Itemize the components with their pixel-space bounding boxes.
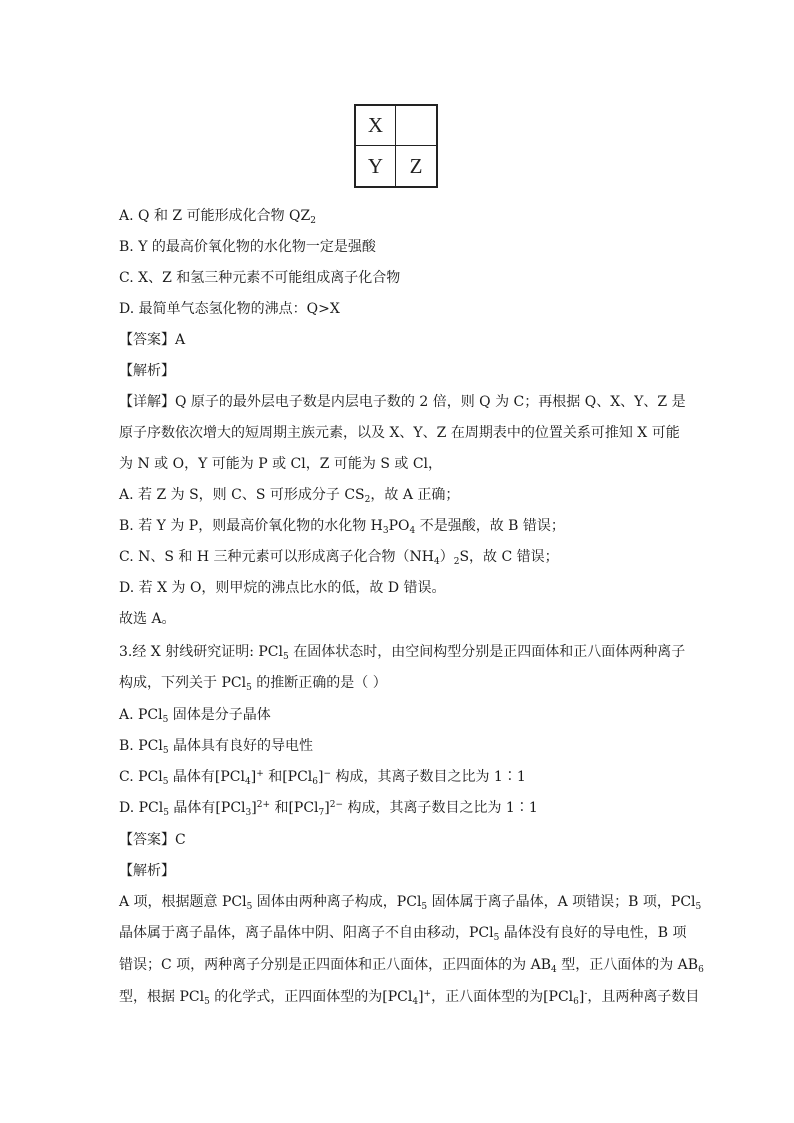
q3-option-b: B. PCl$_5$ 晶体具有良好的导电性 bbox=[119, 738, 313, 756]
q2-analysis-heading: 【解析】 bbox=[119, 363, 175, 379]
q2-detail-line-1: 【详解】Q 原子的最外层电子数是内层电子数的 2 倍，则 Q 为 C；再根据 Q、X、Y、Z 是 bbox=[119, 394, 686, 410]
q3-explain-line-3: 错误；C 项，两种离子分别是正四面体和正八面体，正四面体的为 $AB_4$ 型，正八面体的为 $AB_6$ bbox=[119, 957, 704, 975]
q3-option-d: D. PCl$_5$ 晶体有$[PCl_3]^{2+}$ 和$[PCl_7]^{2-}$ 构成，其离子数目之比为 1∶1 bbox=[119, 800, 538, 818]
q3-stem-line-2: 构成，下列关于 PCl$_5$ 的推断正确的是（ ） bbox=[119, 675, 387, 693]
q2-option-c: C. X、Z 和氢三种元素不可能组成离子化合物 bbox=[119, 270, 401, 286]
q3-answer: 【答案】C bbox=[119, 832, 186, 848]
q3-explain-line-1: A 项，根据题意 PCl$_5$ 固体由两种离子构成，PCl$_5$ 固体属于离子晶体，A 项错误；B 项，PCl$_5$ bbox=[119, 894, 702, 912]
q2-explain-b: B. 若 Y 为 P，则最高价氧化物的水化物 $H_3PO_4$ 不是强酸，故 B 错误； bbox=[119, 518, 565, 536]
q3-analysis-heading: 【解析】 bbox=[119, 863, 175, 879]
q2-option-b: B. Y 的最高价氧化物的水化物一定是强酸 bbox=[119, 239, 376, 255]
q2-detail-line-2: 原子序数依次增大的短周期主族元素，以及 X、Y、Z 在周期表中的位置关系可推知 X 可能 bbox=[119, 425, 680, 441]
q2-conclusion: 故选 A。 bbox=[119, 611, 176, 627]
q3-stem-line-1: 3.经 X 射线研究证明: PCl$_5$ 在固体状态时，由空间构型分别是正四面体和正八面体两种离子 bbox=[119, 644, 686, 662]
grid-cell-empty bbox=[396, 106, 436, 146]
q2-option-d: D. 最简单气态氢化物的沸点：Q>X bbox=[119, 301, 340, 317]
q2-answer: 【答案】A bbox=[119, 332, 186, 348]
grid-cell-x: X bbox=[356, 106, 396, 146]
grid-cell-y: Y bbox=[356, 146, 396, 186]
q2-option-a: A. Q 和 Z 可能形成化合物 $QZ_2$ bbox=[119, 208, 316, 226]
q3-option-c: C. PCl$_5$ 晶体有[PCl$_4$]+ 和[PCl$_6$]− 构成，其离子数目之比为 1∶1 bbox=[119, 769, 526, 787]
q2-explain-c: C. N、S 和 H 三种元素可以形成离子化合物$(NH_4)_2S$，故 C 错误； bbox=[119, 549, 559, 567]
periodic-position-grid bbox=[354, 104, 438, 188]
q2-explain-a: A. 若 Z 为 S，则 C、S 可形成分子 $CS_2$，故 A 正确； bbox=[119, 487, 460, 505]
grid-cell-z: Z bbox=[409, 153, 423, 178]
q3-option-a: A. PCl$_5$ 固体是分子晶体 bbox=[119, 707, 271, 725]
q3-explain-line-2: 晶体属于离子晶体，离子晶体中阴、阳离子不自由移动，PCl$_5$ 晶体没有良好的导电性，B 项 bbox=[119, 925, 687, 943]
q2-detail-line-3: 为 N 或 O，Y 可能为 P 或 Cl，Z 可能为 S 或 Cl， bbox=[119, 456, 443, 472]
q3-explain-line-4: 型，根据 PCl$_5$ 的化学式，正四面体型的为[PCl$_4$]+，正八面体型的为[PCl$_6$]-，且两种离子数目 bbox=[119, 989, 700, 1007]
q2-explain-d: D. 若 X 为 O，则甲烷的沸点比水的低，故 D 错误。 bbox=[119, 580, 446, 596]
